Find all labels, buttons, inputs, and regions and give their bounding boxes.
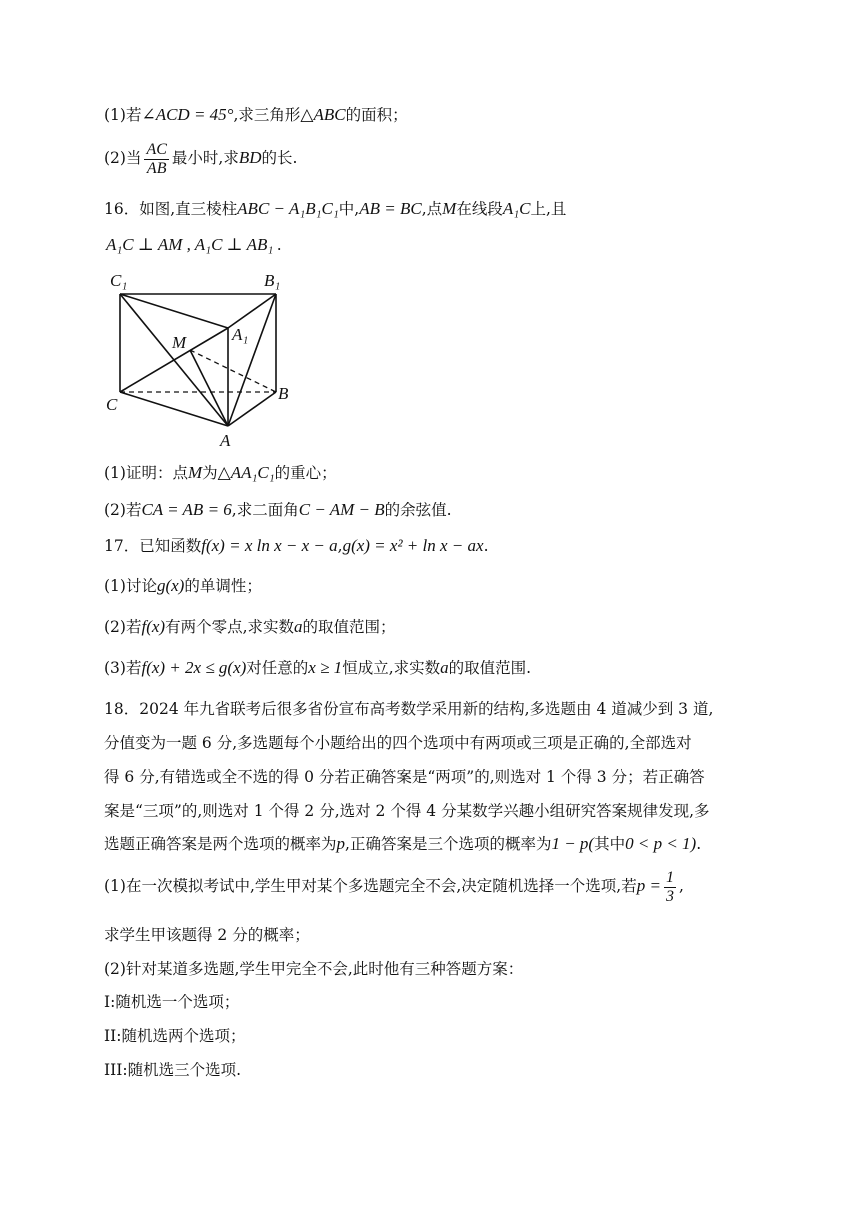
segment-MB-hidden	[190, 350, 276, 392]
q17-part3: (3)若f(x) + 2x ≤ g(x)对任意的x ≥ 1恒成立,求实数a的取值范围.	[104, 658, 532, 677]
q16-part2: (2)若CA = AB = 6,求二面角C − AM − B的余弦值.	[104, 500, 452, 519]
segment-MA	[190, 350, 228, 426]
q15-part1: (1)若∠ACD = 45°,求三角形△ABC的面积；	[104, 105, 408, 124]
q18-part1: (1)在一次模拟考试中,学生甲对某个多选题完全不会,决定随机选择一个选项,若p = $\frac{1}{3}$ ,	[104, 868, 684, 905]
q18-stem-line3: 得 6 分,有错选或全不选的得 0 分若正确答案是“两项”的,则选对 1 个得 3 分；若正确答	[104, 768, 705, 786]
q18-option-3: III:随机选三个选项.	[104, 1061, 242, 1079]
label-A: A	[220, 431, 231, 450]
prism-figure	[104, 268, 304, 452]
q18-option-2: II:随机选两个选项；	[104, 1027, 246, 1045]
label-C1: C₁	[110, 271, 128, 290]
q17-part1: (1)讨论g(x)的单调性；	[104, 576, 262, 595]
label-B: B	[278, 384, 289, 403]
label-A1: A₁	[232, 325, 249, 344]
q18-stem-line1: 18．2024 年九省联考后很多省份宣布高考数学采用新的结构,多选题由 4 道减少到 3 道,	[104, 700, 714, 718]
segment-B1A	[228, 294, 276, 426]
q16-stem-line1: 16．如图,直三棱柱ABC − A₁B₁C₁中,AB = BC,点M在线段A₁C上,且	[104, 199, 567, 218]
label-C: C	[106, 395, 118, 414]
q18-stem-line2: 分值变为一题 6 分,多选题每个小题给出的四个选项中有两项或三项是正确的,全部选对	[104, 734, 692, 752]
q16-number: 16．	[104, 200, 140, 218]
q18-part2: (2)针对某道多选题,学生甲完全不会,此时他有三种答题方案：	[104, 960, 524, 978]
q15-fraction: $\frac{AC}{AB}$	[146, 140, 167, 177]
q17-number: 17．	[104, 537, 140, 555]
edge-A1B1	[228, 294, 276, 328]
q17-stem: 17．已知函数f(x) = x ln x − x − a,g(x) = x² + ln x − ax.	[104, 536, 489, 555]
q18-fraction: $\frac{1}{3}$	[665, 868, 674, 905]
q16-part1: (1)证明：点M为△AA₁C₁的重心；	[104, 463, 337, 482]
q15-part1-angle: ∠ACD = 45°	[141, 105, 234, 124]
label-M: M	[172, 333, 187, 352]
q18-stem-line4: 案是“三项”的,则选对 1 个得 2 分,选对 2 个得 4 分某数学兴趣小组研究答案规律发现,多	[104, 802, 710, 820]
q15-part2: (2)当 $\frac{AC}{AB}$ 最小时,求BD的长.	[104, 140, 298, 177]
edge-C1A1	[120, 294, 228, 328]
q18-number: 18．	[104, 700, 140, 718]
q18-part1-line2: 求学生甲该题得 2 分的概率；	[104, 926, 310, 944]
q18-stem-line5: 选题正确答案是两个选项的概率为p,正确答案是三个选项的概率为1 − p(其中0 < p < 1).	[104, 834, 702, 853]
q17-part2: (2)若f(x)有两个零点,求实数a的取值范围；	[104, 617, 396, 636]
q18-option-1: I:随机选一个选项；	[104, 993, 240, 1011]
q16-stem-line2: A₁C ⊥ AM , A₁C ⊥ AB₁ .	[106, 235, 282, 254]
edge-AB	[228, 392, 276, 426]
edge-CA	[120, 392, 228, 426]
label-B1: B₁	[264, 271, 281, 290]
